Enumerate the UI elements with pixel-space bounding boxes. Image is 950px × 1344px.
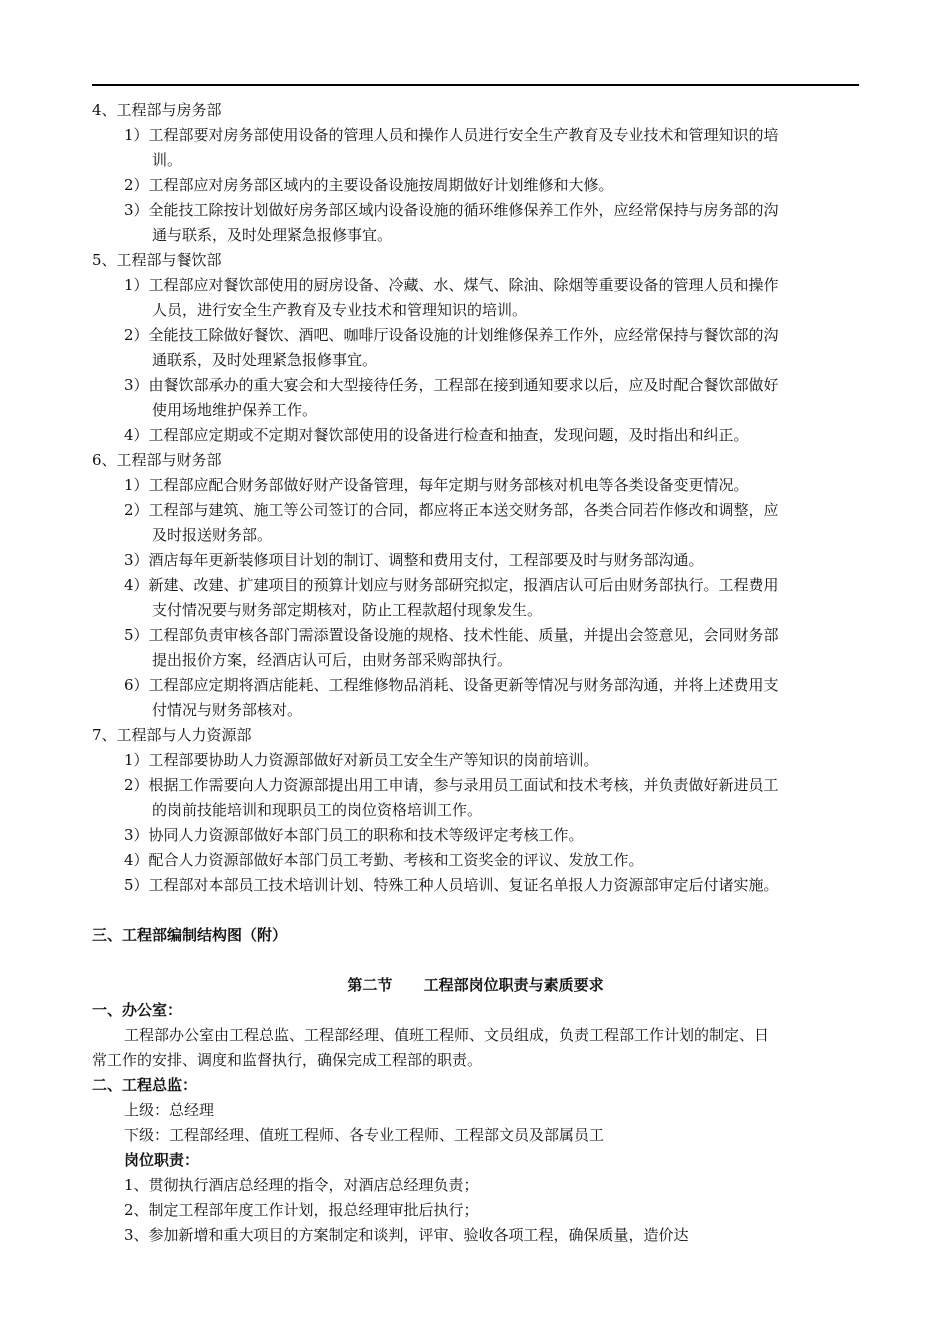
list-item: 2）工程部与建筑、施工等公司签订的合同，都应将正本送交财务部，各类合同若作修改和调整，应 xyxy=(124,501,779,519)
list-item-continuation: 付情况与财务部核对。 xyxy=(152,701,303,719)
list-item: 3）酒店每年更新装修项目计划的制订、调整和费用支付，工程部要及时与财务部沟通。 xyxy=(124,551,704,569)
office-body-line: 常工作的安排、调度和监督执行，确保完成工程部的职责。 xyxy=(92,1051,483,1069)
list-item-continuation: 训。 xyxy=(152,151,183,169)
list-item: 3）协同人力资源部做好本部门员工的职称和技术等级评定考核工作。 xyxy=(124,826,584,844)
duty-item: 1、贯彻执行酒店总经理的指令，对酒店总经理负责； xyxy=(124,1176,479,1194)
duty-item: 2、制定工程部年度工作计划，报总经理审批后执行； xyxy=(124,1201,479,1219)
list-item-continuation: 使用场地维护保养工作。 xyxy=(152,401,318,419)
director-heading: 二、工程总监： xyxy=(92,1076,198,1094)
section-heading: 4、工程部与房务部 xyxy=(92,101,222,119)
list-item-continuation: 提出报价方案，经酒店认可后，由财务部采购部执行。 xyxy=(152,651,513,669)
list-item: 1）工程部应配合财务部做好财产设备管理，每年定期与财务部核对机电等各类设备变更情况。 xyxy=(124,476,749,494)
list-item-continuation: 人员，进行安全生产教育及专业技术和管理知识的培训。 xyxy=(152,301,528,319)
superior-line: 上级：总经理 xyxy=(124,1101,215,1119)
list-item: 1）工程部要协助人力资源部做好对新员工安全生产等知识的岗前培训。 xyxy=(124,751,599,769)
duty-item: 3、参加新增和重大项目的方案制定和谈判，评审、验收各项工程，确保质量，造价达 xyxy=(124,1226,689,1244)
duties-heading: 岗位职责： xyxy=(124,1151,200,1169)
list-item-continuation: 的岗前技能培训和现职员工的岗位资格培训工作。 xyxy=(152,801,483,819)
list-item-continuation: 通与联系，及时处理紧急报修事宜。 xyxy=(152,226,393,244)
list-item: 3）由餐饮部承办的重大宴会和大型接待任务，工程部在接到通知要求以后，应及时配合餐饮部做好 xyxy=(124,376,779,394)
section-heading: 5、工程部与餐饮部 xyxy=(92,251,222,269)
list-item-continuation: 及时报送财务部。 xyxy=(152,526,273,544)
list-item: 5）工程部对本部员工技术培训计划、特殊工种人员培训、复证名单报人力资源部审定后付诸实施。 xyxy=(124,876,779,894)
list-item-continuation: 支付情况要与财务部定期核对，防止工程款超付现象发生。 xyxy=(152,601,543,619)
list-item: 2）根据工作需要向人力资源部提出用工申请，参与录用员工面试和技术考核，并负责做好新进员工 xyxy=(124,776,779,794)
structure-chart-heading: 三、工程部编制结构图（附） xyxy=(92,926,288,944)
list-item: 4）新建、改建、扩建项目的预算计划应与财务部研究拟定，报酒店认可后由财务部执行。工程费用 xyxy=(124,576,779,594)
list-item: 3）全能技工除按计划做好房务部区域内设备设施的循环维修保养工作外，应经常保持与房务部的沟 xyxy=(124,201,779,219)
list-item: 2）工程部应对房务部区域内的主要设备设施按周期做好计划维修和大修。 xyxy=(124,176,614,194)
list-item: 5）工程部负责审核各部门需添置设备设施的规格、技术性能、质量，并提出会签意见，会同财务部 xyxy=(124,626,779,644)
list-item: 6）工程部应定期将酒店能耗、工程维修物品消耗、设备更新等情况与财务部沟通，并将上述费用支 xyxy=(124,676,779,694)
section-heading: 7、工程部与人力资源部 xyxy=(92,726,252,744)
subordinate-line: 下级：工程部经理、值班工程师、各专业工程师、工程部文员及部属员工 xyxy=(124,1126,605,1144)
list-item: 4）配合人力资源部做好本部门员工考勤、考核和工资奖金的评议、发放工作。 xyxy=(124,851,644,869)
section-title: 第二节 工程部岗位职责与素质要求 xyxy=(347,976,604,994)
office-body-line: 工程部办公室由工程总监、工程部经理、值班工程师、文员组成，负责工程部工作计划的制定、日 xyxy=(124,1026,770,1044)
list-item: 4）工程部应定期或不定期对餐饮部使用的设备进行检查和抽查，发现问题，及时指出和纠正。 xyxy=(124,426,749,444)
list-item: 2）全能技工除做好餐饮、酒吧、咖啡厅设备设施的计划维修保养工作外，应经常保持与餐饮部的沟 xyxy=(124,326,779,344)
section-heading: 6、工程部与财务部 xyxy=(92,451,222,469)
list-item-continuation: 通联系，及时处理紧急报修事宜。 xyxy=(152,351,378,369)
list-item: 1）工程部应对餐饮部使用的厨房设备、冷藏、水、煤气、除油、除烟等重要设备的管理人员和操作 xyxy=(124,276,779,294)
list-item: 1）工程部要对房务部使用设备的管理人员和操作人员进行安全生产教育及专业技术和管理知识的培 xyxy=(124,126,779,144)
header-rule xyxy=(92,84,859,86)
office-heading: 一、办公室： xyxy=(92,1001,183,1019)
